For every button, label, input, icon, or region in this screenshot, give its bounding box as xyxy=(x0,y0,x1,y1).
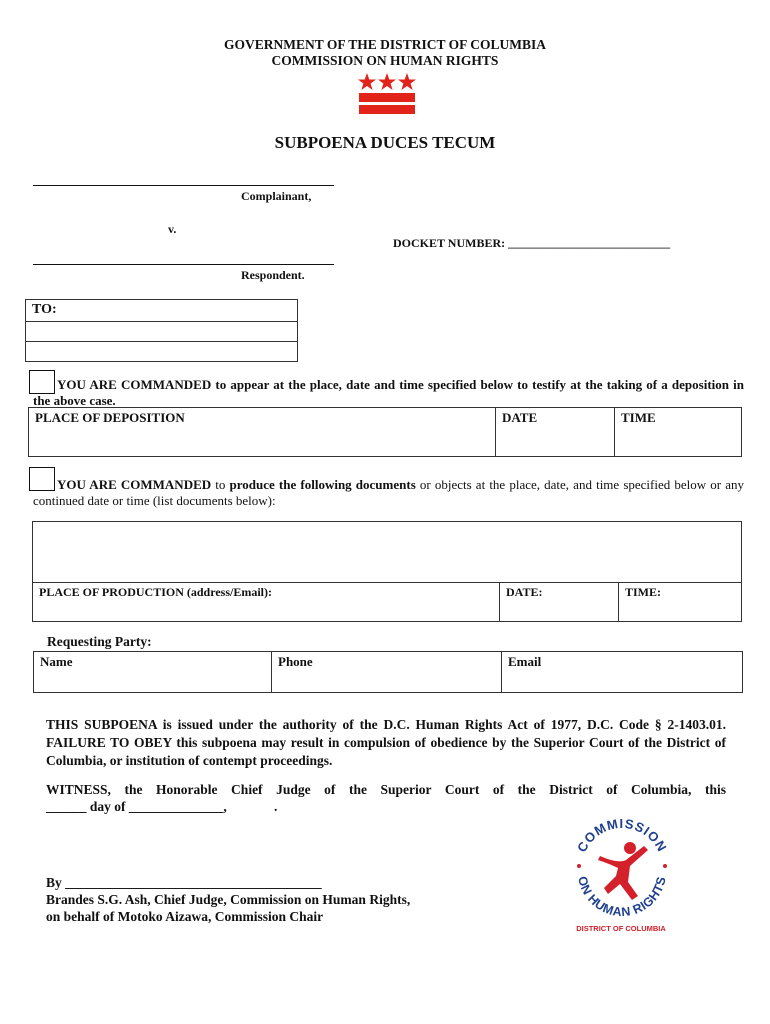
government-header xyxy=(0,37,770,69)
signature-by-line: By ______________________________________ xyxy=(46,875,322,890)
deposition-table xyxy=(28,407,742,457)
place-of-production-cell[interactable]: PLACE OF PRODUCTION (address/Email): xyxy=(33,583,500,622)
witness-statement-line-1: WITNESS, the Honorable Chief Judge of the Superior Court of the District of Columbia, this xyxy=(46,782,726,797)
to-line-2[interactable] xyxy=(26,322,298,342)
witness-statement-line-2: ______ day of ______________, . xyxy=(46,799,278,814)
respondent-signature-line xyxy=(33,264,334,265)
complainant-label: Complainant, xyxy=(241,189,312,203)
production-time-cell[interactable]: TIME: xyxy=(619,583,742,622)
dc-flag-icon xyxy=(358,73,416,115)
authority-statement: THIS SUBPOENA is issued under the authority of the D.C. Human Rights Act of 1977, D.C. Code § 2-1403.01. FAILURE TO OBEY this subpoena may result in compulsion of obedience by the Superior Court of the District of Columbia, or institution of contempt proceedings. xyxy=(46,717,726,768)
deposition-time-cell[interactable]: TIME xyxy=(615,408,742,457)
respondent-label: Respondent. xyxy=(241,268,305,282)
to-line-3[interactable] xyxy=(26,342,298,362)
place-of-deposition-cell[interactable]: PLACE OF DEPOSITION xyxy=(29,408,496,457)
header-line-1: GOVERNMENT OF THE DISTRICT OF COLUMBIA xyxy=(224,37,546,52)
to-box xyxy=(25,299,298,362)
complainant-signature-line xyxy=(33,185,334,186)
signature-block xyxy=(46,874,410,925)
commission-logo xyxy=(568,812,674,938)
requesting-name-cell[interactable]: Name xyxy=(34,652,272,693)
requesting-email-cell[interactable]: Email xyxy=(502,652,743,693)
deposition-date-cell[interactable]: DATE xyxy=(496,408,615,457)
commission-logo-emblem-icon xyxy=(568,812,674,924)
production-command-mid: to xyxy=(211,477,230,492)
production-command-rest: or objects at the place, date, and time specified below or any continued date or time (list documents below): xyxy=(33,477,745,508)
requesting-party-heading: Requesting Party: xyxy=(47,634,152,649)
logo-bottom-text: ON HUMAN RIGHTS xyxy=(575,874,669,920)
svg-text:COMMISSION xyxy=(574,816,670,855)
signer-name-line: Brandes S.G. Ash, Chief Judge, Commission on Human Rights, xyxy=(46,892,411,907)
production-table xyxy=(32,521,742,622)
deposition-command-bold: YOU ARE COMMANDED xyxy=(57,377,212,392)
to-label: TO: xyxy=(26,300,298,322)
deposition-command-rest: to appear at the place, date and time specified below to testify at the taking of a deposition in the above case. xyxy=(33,377,744,408)
production-command-bold-1: YOU ARE COMMANDED xyxy=(57,477,212,492)
requesting-phone-cell[interactable]: Phone xyxy=(272,652,502,693)
header-line-2: COMMISSION ON HUMAN RIGHTS xyxy=(271,53,499,68)
logo-top-text: COMMISSION xyxy=(574,815,670,855)
production-command-bold-2: produce the following documents xyxy=(229,477,416,492)
logo-caption: DISTRICT OF COLUMBIA xyxy=(576,924,666,933)
signer-behalf-line: on behalf of Motoko Aizawa, Commission Chair xyxy=(46,909,324,924)
docket-number-label: DOCKET NUMBER: ___________________________ xyxy=(393,236,671,250)
deposition-command-text xyxy=(33,377,744,409)
documents-list-cell[interactable] xyxy=(33,522,742,583)
versus-label: v. xyxy=(168,222,177,236)
requesting-party-table xyxy=(33,651,743,693)
production-date-cell[interactable]: DATE: xyxy=(500,583,619,622)
document-title: SUBPOENA DUCES TECUM xyxy=(274,133,496,152)
production-command-text xyxy=(33,477,744,509)
